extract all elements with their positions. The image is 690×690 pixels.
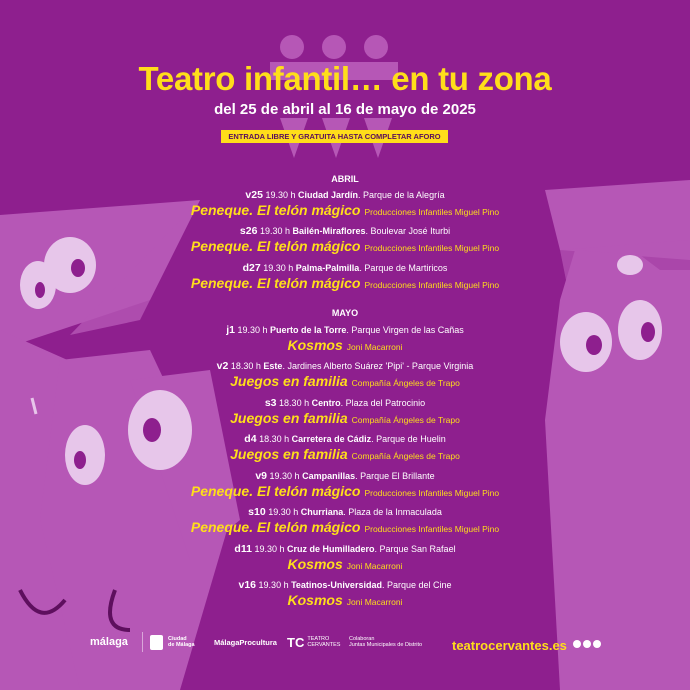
event-day: s3 — [264, 397, 277, 409]
event-time: 19.30 h — [268, 507, 299, 517]
ayuntamiento-logo: Ciudad de Málaga — [150, 630, 195, 654]
event-entry — [0, 189, 690, 221]
event-entry — [0, 262, 690, 294]
twitter-icon[interactable] — [593, 640, 601, 648]
event-entry — [0, 360, 690, 392]
show-title: Juegos en familia — [230, 410, 348, 426]
event-entry — [0, 397, 690, 429]
date-range: del 25 de abril al 16 de mayo de 2025 — [214, 101, 476, 118]
company-name: Producciones Infantiles Miguel Pino — [364, 243, 500, 253]
show-title: Peneque. El telón mágico — [190, 238, 361, 254]
event-time: 19.30 h — [259, 226, 290, 236]
event-entry — [0, 579, 690, 611]
event-day: d4 — [244, 433, 257, 445]
event-details — [0, 189, 690, 201]
event-venue: . Parque de la Alegría — [358, 190, 445, 200]
event-show — [0, 555, 690, 575]
event-details — [0, 324, 690, 336]
event-district: Ciudad Jardín — [298, 190, 359, 200]
malaga-logo: málaga — [90, 636, 128, 648]
event-show — [0, 409, 690, 429]
company-name: Compañía Ángeles de Trapo — [351, 415, 460, 425]
event-venue: . Parque de Martiricos — [359, 263, 448, 273]
event-show — [0, 482, 690, 502]
show-title: Peneque. El telón mágico — [190, 483, 361, 499]
event-time: 18.30 h — [259, 434, 290, 444]
facebook-icon[interactable] — [573, 640, 581, 648]
show-title: Kosmos — [287, 592, 343, 608]
event-details — [0, 433, 690, 445]
event-details — [0, 543, 690, 555]
event-venue: . Parque El Brillante — [355, 471, 435, 481]
event-venue: . Parque del Cine — [381, 580, 452, 590]
website-link[interactable]: teatrocervantes.es — [452, 638, 567, 653]
event-entry — [0, 324, 690, 356]
show-title: Peneque. El telón mágico — [190, 519, 361, 535]
instagram-icon[interactable] — [583, 640, 591, 648]
event-venue: . Parque de Huelin — [371, 434, 446, 444]
show-title: Juegos en familia — [230, 373, 348, 389]
event-details — [0, 360, 690, 372]
event-district: Puerto de la Torre — [270, 325, 347, 335]
event-day: j1 — [226, 324, 235, 336]
event-district: Teatinos-Universidad — [291, 580, 382, 590]
event-venue: . Plaza de la Inmaculada — [343, 507, 442, 517]
show-title: Kosmos — [287, 337, 343, 353]
event-show — [0, 591, 690, 611]
event-show — [0, 372, 690, 392]
event-show — [0, 518, 690, 538]
company-name: Producciones Infantiles Miguel Pino — [364, 280, 500, 290]
event-show — [0, 336, 690, 356]
event-time: 19.30 h — [237, 325, 268, 335]
footer-divider — [142, 632, 143, 652]
event-details — [0, 579, 690, 591]
event-district: Churriana — [300, 507, 344, 517]
event-time: 19.30 h — [263, 263, 294, 273]
event-time: 19.30 h — [254, 544, 285, 554]
free-entry-banner: ENTRADA LIBRE Y GRATUITA HASTA COMPLETAR AFORO — [221, 130, 448, 143]
social-icons — [573, 640, 601, 648]
show-title: Juegos en familia — [230, 446, 348, 462]
event-day: s10 — [248, 506, 266, 518]
company-name: Compañía Ángeles de Trapo — [351, 451, 460, 461]
event-venue: . Parque Virgen de las Cañas — [346, 325, 464, 335]
event-day: v9 — [255, 470, 268, 482]
event-venue: . Boulevar José Iturbi — [365, 226, 451, 236]
event-district: Palma-Palmilla — [295, 263, 360, 273]
company-name: Joni Macarroni — [346, 561, 403, 571]
month-heading-may: MAYO — [331, 308, 359, 318]
event-time: 19.30 h — [258, 580, 289, 590]
event-time: 19.30 h — [265, 190, 296, 200]
company-name: Joni Macarroni — [346, 597, 403, 607]
event-day: d11 — [234, 543, 252, 555]
event-entry — [0, 433, 690, 465]
event-entry — [0, 225, 690, 257]
event-entry — [0, 543, 690, 575]
procultura-logo: MálagaProcultura — [214, 637, 277, 647]
show-title: Peneque. El telón mágico — [190, 275, 361, 291]
coat-of-arms-icon — [150, 635, 163, 650]
company-name: Producciones Infantiles Miguel Pino — [364, 488, 500, 498]
event-show — [0, 201, 690, 221]
event-details — [0, 470, 690, 482]
event-details — [0, 262, 690, 274]
show-title: Kosmos — [287, 556, 343, 572]
event-entry — [0, 470, 690, 502]
event-time: 18.30 h — [279, 398, 310, 408]
event-day: s26 — [239, 225, 258, 237]
event-details — [0, 225, 690, 237]
teatro-cervantes-logo: TC TEATRO CERVANTES — [287, 634, 341, 650]
event-time: 19.30 h — [269, 471, 300, 481]
month-heading-april: ABRIL — [331, 174, 359, 184]
page-title: Teatro infantil… en tu zona — [138, 60, 552, 97]
event-show — [0, 237, 690, 257]
show-title: Peneque. El telón mágico — [190, 202, 361, 218]
event-details — [0, 506, 690, 518]
company-name: Compañía Ángeles de Trapo — [351, 378, 460, 388]
event-details — [0, 397, 690, 409]
company-name: Producciones Infantiles Miguel Pino — [364, 207, 500, 217]
event-show — [0, 274, 690, 294]
event-district: Carretera de Cádiz — [291, 434, 372, 444]
event-venue: . Jardines Alberto Suárez 'Pipi' - Parque Virginia — [282, 361, 474, 371]
event-venue: . Parque San Rafael — [374, 544, 456, 554]
event-venue: . Plaza del Patrocinio — [340, 398, 426, 408]
event-entry — [0, 506, 690, 538]
company-name: Joni Macarroni — [346, 342, 403, 352]
event-day: v2 — [216, 360, 229, 372]
company-name: Producciones Infantiles Miguel Pino — [364, 524, 500, 534]
collaborators-text: Colaboran Juntas Municipales de Distrito — [349, 636, 423, 648]
event-time: 18.30 h — [230, 361, 261, 371]
event-district: Bailén-Miraflores — [292, 226, 366, 236]
event-district: Campanillas — [302, 471, 356, 481]
event-day: v25 — [245, 189, 263, 201]
event-day: d27 — [242, 262, 261, 274]
event-district: Centro — [311, 398, 341, 408]
event-district: Este — [263, 361, 283, 371]
event-show — [0, 445, 690, 465]
event-district: Cruz de Humilladero — [287, 544, 375, 554]
event-day: v16 — [238, 579, 257, 591]
